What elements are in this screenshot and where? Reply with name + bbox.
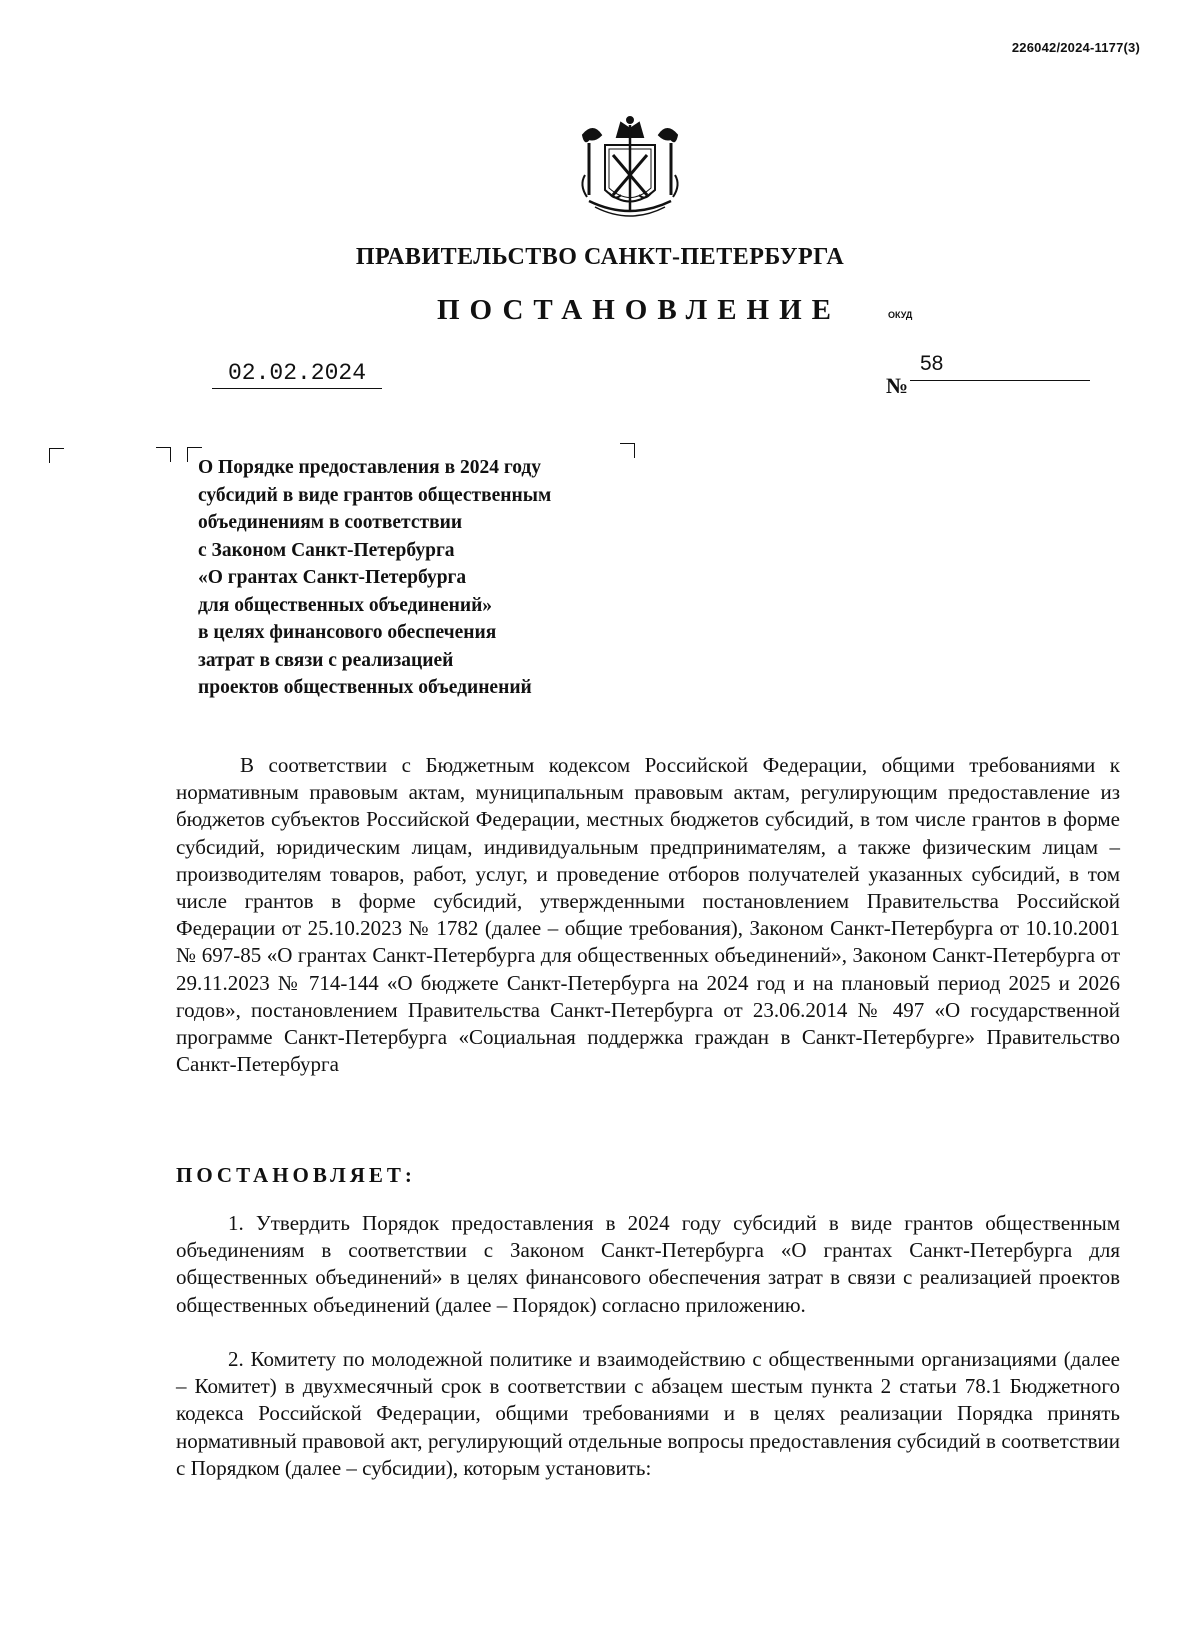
left-margin-corner-mark (49, 448, 64, 463)
subject-line: проектов общественных объединений (198, 677, 532, 698)
document-type: ПОСТАНОВЛЕНИЕ (437, 294, 842, 326)
coat-of-arms-emblem (575, 115, 685, 220)
okud-label: ОКУД (888, 310, 913, 320)
document-date: 02.02.2024 (212, 360, 382, 389)
issuing-authority: ПРАВИТЕЛЬСТВО САНКТ-ПЕТЕРБУРГА (355, 244, 845, 270)
resolves-heading: ПОСТАНОВЛЯЕТ: (176, 1163, 416, 1187)
subject-line: объединениям в соответствии (198, 512, 463, 533)
document-number: 58 (910, 352, 1090, 381)
subject-line: затрат в связи с реализацией (198, 649, 454, 671)
subject-line: О Порядке предоставления в 2024 году (198, 457, 542, 478)
subject-corner-mark-left-outer (156, 447, 171, 462)
subject-line: субсидий в виде грантов общественным (198, 484, 552, 506)
registration-number: 226042/2024-1177(3) (1011, 40, 1140, 55)
subject-line: с Законом Санкт-Петербурга (198, 539, 455, 561)
preamble-paragraph: В соответствии с Бюджетным кодексом Российской Федерации, общими требованиями к нормативным правовым актам, муниципальным правовым актам, регулирующим предоставление из бюджетов субъектов Российской Федерации, местных бюджетов субсидий, в том числе грантов в форме субсидий, юридическим лицам, индивидуальным предпринимателям, а также физическим лицам – производителям товаров, работ, услуг, и проведение отборов получателей указанных субсидий, в том числе грантов в форме субсидий, утвержденными постановлением Правительства Российской Федерации от 25.10.2023 № 1782 (далее – общие требования), Законом Санкт-Петербурга от 10.10.2001 № 697-85 «О грантах Санкт-Петербурга для общественных объединений», Законом Санкт-Петербурга от 29.11.2023 № 714-144 «О бюджете Санкт-Петербурга на 2024 год и на плановый период 2025 и 2026 годов», постановлением Правительства Санкт-Петербурга от 23.06.2014 № 497 «О государственной программе Санкт-Петербурга «Социальная поддержка граждан в Санкт-Петербурге» Правительство Санкт-Петербурга (176, 753, 1120, 1077)
document-subject (198, 454, 658, 702)
number-label: № (886, 373, 909, 398)
subject-line: «О грантах Санкт-Петербурга (198, 567, 467, 588)
clause-2-paragraph: 2. Комитету по молодежной политике и взаимодействию с общественными организациями (далее – Комитет) в двухмесячный срок в соответствии с абзацем шестым пункта 2 статьи 78.1 Бюджетного кодекса Российской Федерации, общими требованиями и в целях реализации Порядка принять нормативный правовой акт, регулирующий отдельные вопросы предоставления субсидий в соответствии с Порядком (далее – субсидии), которым установить: (176, 1347, 1120, 1480)
clause-1-paragraph: 1. Утвердить Порядок предоставления в 2024 году субсидий в виде грантов общественным объединениям в соответствии с Законом Санкт-Петербурга «О грантах Санкт-Петербурга для общественных объединений» в целях финансового обеспечения затрат в связи с реализацией проектов общественных объединений (далее – Порядок) согласно приложению. (176, 1211, 1120, 1317)
subject-line: для общественных объединений» (198, 594, 493, 616)
subject-line: в целях финансового обеспечения (198, 622, 497, 643)
